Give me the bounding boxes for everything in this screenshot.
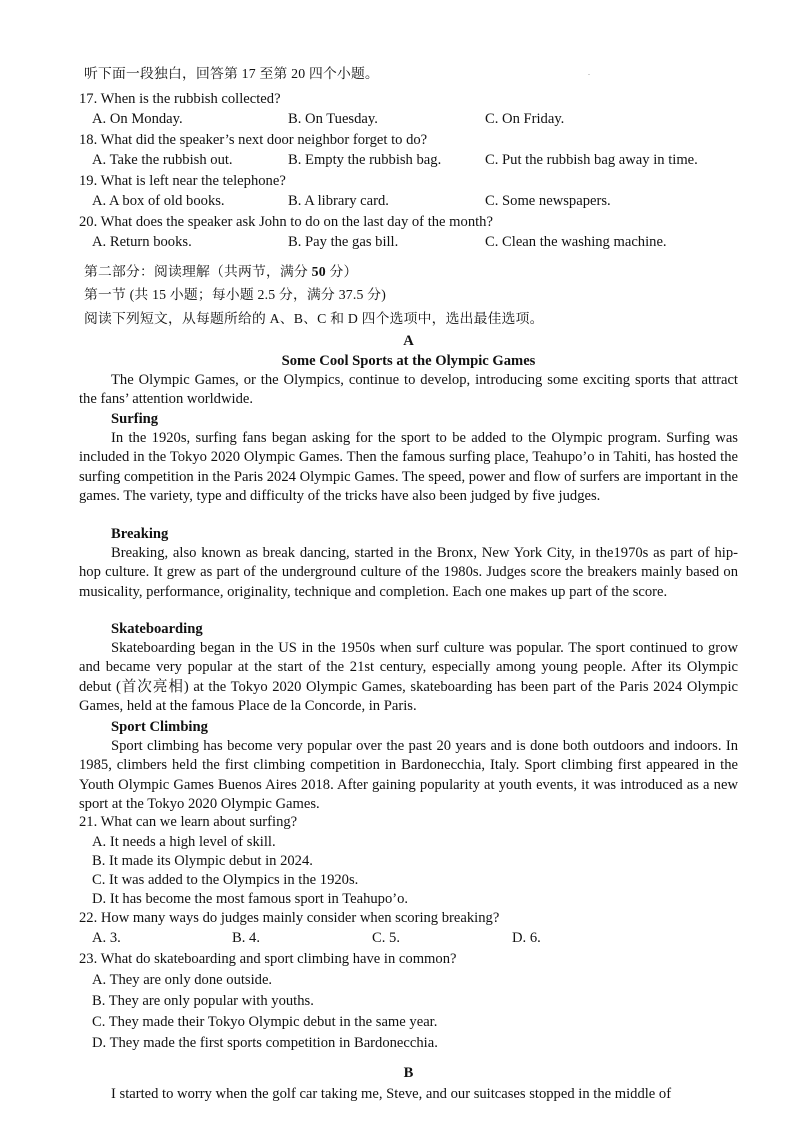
passage-a-letter: A [403,333,414,349]
breaking-paragraph: Breaking, also known as break dancing, started in the Bronx, New York City, in the1970s as part of hip-hop culture. It grew as part of the underground culture of the 1980s. Judges score the breakers mainly based on musicality, performance, originality, technique and completion. Each one makes up part of the score. [79,545,738,600]
q20-option-c: C. Clean the washing machine. [485,234,667,250]
q23-option-c: C. They made their Tokyo Olympic debut in the same year. [92,1014,438,1030]
breaking-heading: Breaking [111,526,169,542]
q22-option-d: D. 6. [512,930,541,946]
q20-option-a: A. Return books. [92,234,192,250]
q18-option-a: A. Take the rubbish out. [92,152,233,168]
q23-option-d: D. They made the first sports competition in Bardonecchia. [92,1035,438,1051]
passage-a-intro: The Olympic Games, or the Olympics, continue to develop, introducing some exciting sports that attract the fans’ attention worldwide. [79,372,738,408]
part2-score: 50 [311,264,326,279]
q21-option-d: D. It has become the most famous sport in Teahupo’o. [92,891,409,907]
q19-option-b: B. A library card. [288,193,389,209]
q20-option-b: B. Pay the gas bill. [288,234,399,250]
q21-option-a: A. It needs a high level of skill. [92,834,276,850]
passage-b-letter: B [403,1065,414,1081]
q18-option-c: C. Put the rubbish bag away in time. [485,152,698,168]
q17-option-c: C. On Friday. [485,111,565,127]
q23-option-a: A. They are only done outside. [92,972,273,988]
q19-option-a: A. A box of old books. [92,193,225,209]
surfing-paragraph: In the 1920s, surfing fans began asking for the sport to be added to the Olympic program. Surfing was included in the Tokyo 2020 Olympic Games. Then the famous surfing place, Teahupo’o in Tahiti, has hosted the surfing competition in the Paris 2024 Olympic Games. The speed, power and flow of surfers are important in the games. The variety, type and difficulty of the tricks have also been judged by five judges. [79,430,738,504]
q22-stem: 22. How many ways do judges mainly consider when scoring breaking? [79,910,500,926]
skateboarding-paragraph: Skateboarding began in the US in the 1950s when surf culture was popular. The sport continued to grow and became very popular at the start of the 21st century, especially among young people. After its Olympic debut (首次亮相) at the Tokyo 2020 Olympic Games, skateboarding has been part of the Paris 2024 Olympic Games, held at the famous Place de la Concorde, in Paris. [79,640,738,714]
listening-instruction: 听下面一段独白，回答第 17 至第 20 四个小题。 [84,66,379,81]
passage-a-title: Some Cool Sports at the Olympic Games [281,353,536,369]
q21-option-b: B. It made its Olympic debut in 2024. [92,853,313,869]
sport-climbing-heading: Sport Climbing [111,719,208,735]
sport-climbing-paragraph: Sport climbing has become very popular over the past 20 years and is done both outdoors and indoors. In 1985, climbers held the first climbing competition in Bardonecchia, Italy. Sport climbing first appeared in the Youth Olympic Games Buenos Aires 2018. After gaining popularity at youth events, it was introduced as a new sport at the Tokyo 2020 Olympic Games. [79,738,738,812]
q19-stem: 19. What is left near the telephone? [79,173,286,189]
q22-option-a: A. 3. [92,930,121,946]
q22-option-b: B. 4. [232,930,260,946]
q23-stem: 23. What do skateboarding and sport climbing have in common? [79,951,457,967]
scan-dot: . [588,68,590,77]
part2-section1: 第一节 (共 15 小题；每小题 2.5 分，满分 37.5 分) [84,287,387,302]
part2-title: 第二部分：阅读理解（共两节，满分 50 分） [84,264,358,279]
surfing-heading: Surfing [111,411,159,427]
q18-option-b: B. Empty the rubbish bag. [288,152,442,168]
q22-option-c: C. 5. [372,930,400,946]
part2-instruction: 阅读下列短文，从每题所给的 A、B、C 和 D 四个选项中，选出最佳选项。 [84,311,544,326]
q18-stem: 18. What did the speaker’s next door neighbor forget to do? [79,132,428,148]
passage-b-first-line: I started to worry when the golf car taking me, Steve, and our suitcases stopped in the middle of [111,1086,672,1102]
q17-option-a: A. On Monday. [92,111,183,127]
q21-stem: 21. What can we learn about surfing? [79,814,298,830]
q19-option-c: C. Some newspapers. [485,193,611,209]
q20-stem: 20. What does the speaker ask John to do on the last day of the month? [79,214,493,230]
q17-option-b: B. On Tuesday. [288,111,378,127]
q21-option-c: C. It was added to the Olympics in the 1920s. [92,872,359,888]
skateboarding-heading: Skateboarding [111,621,203,637]
q17-stem: 17. When is the rubbish collected? [79,91,281,107]
q23-option-b: B. They are only popular with youths. [92,993,314,1009]
